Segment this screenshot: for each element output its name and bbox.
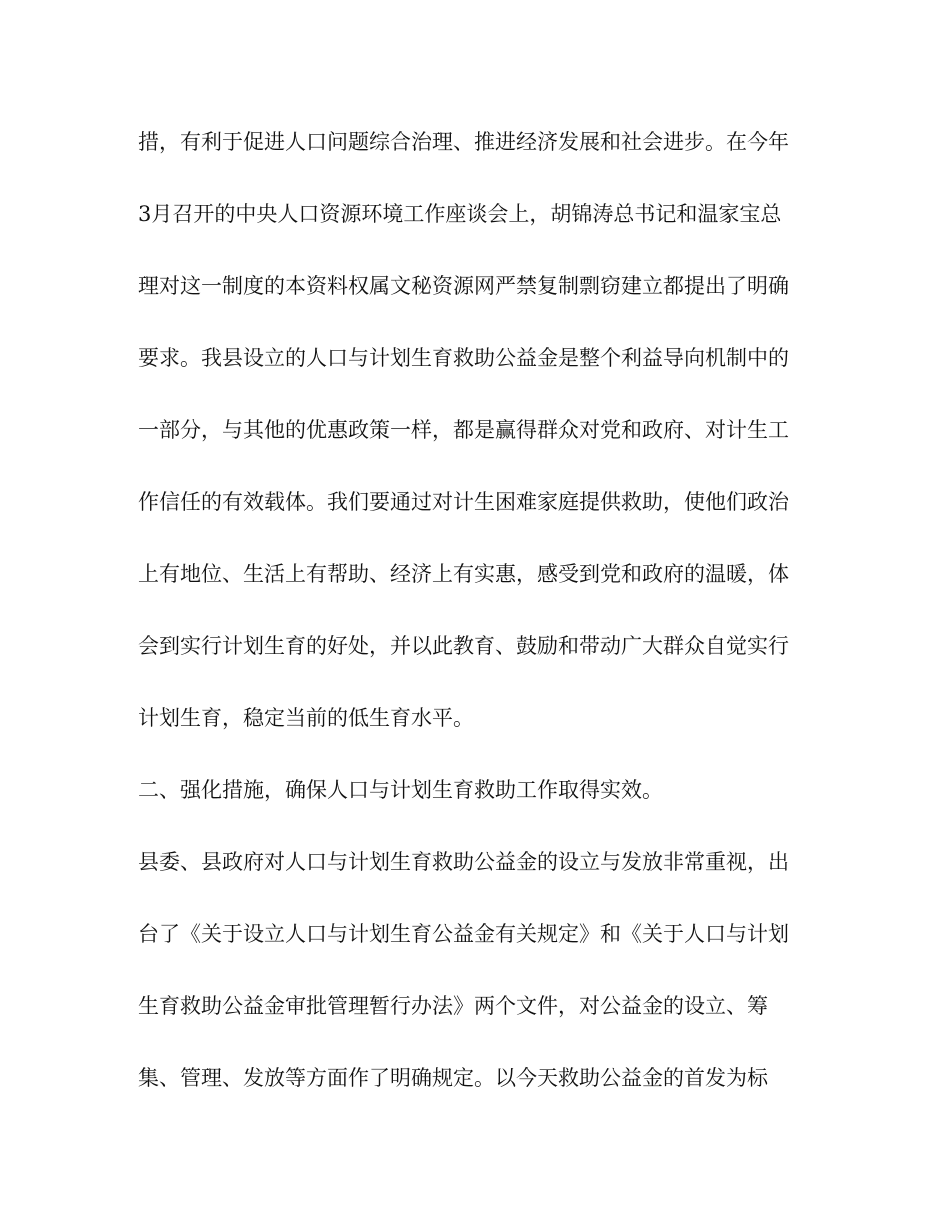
text-line: 集、管理、发放等方面作了明确规定。以今天救助公益金的首发为标 bbox=[138, 1066, 768, 1090]
text-line: 3月召开的中央人口资源环境工作座谈会上，胡锦涛总书记和温家宝总 bbox=[138, 202, 782, 226]
text-line: 一部分，与其他的优惠政策一样，都是赢得群众对党和政府、对计生工 bbox=[138, 418, 789, 442]
section-heading: 二、强化措施，确保人口与计划生育救助工作取得实效。 bbox=[138, 778, 663, 802]
text-line: 措，有利于促进人口问题综合治理、推进经济发展和社会进步。在今年 bbox=[138, 130, 789, 154]
text-line: 计划生育，稳定当前的低生育水平。 bbox=[138, 706, 474, 730]
text-line: 理对这一制度的本资料权属文秘资源网严禁复制剽窃建立都提出了明确 bbox=[138, 274, 789, 298]
text-line: 上有地位、生活上有帮助、经济上有实惠，感受到党和政府的温暖，体 bbox=[138, 562, 789, 586]
text-line: 生育救助公益金审批管理暂行办法》两个文件，对公益金的设立、筹 bbox=[138, 994, 768, 1018]
text-line: 县委、县政府对人口与计划生育救助公益金的设立与发放非常重视，出 bbox=[138, 850, 789, 874]
text-line: 要求。我县设立的人口与计划生育救助公益金是整个利益导向机制中的 bbox=[138, 346, 789, 370]
text-line: 台了《关于设立人口与计划生育公益金有关规定》和《关于人口与计划 bbox=[138, 922, 789, 946]
text-line: 作信任的有效载体。我们要通过对计生困难家庭提供救助，使他们政治 bbox=[138, 490, 789, 514]
text-line: 会到实行计划生育的好处，并以此教育、鼓励和带动广大群众自觉实行 bbox=[138, 634, 789, 658]
